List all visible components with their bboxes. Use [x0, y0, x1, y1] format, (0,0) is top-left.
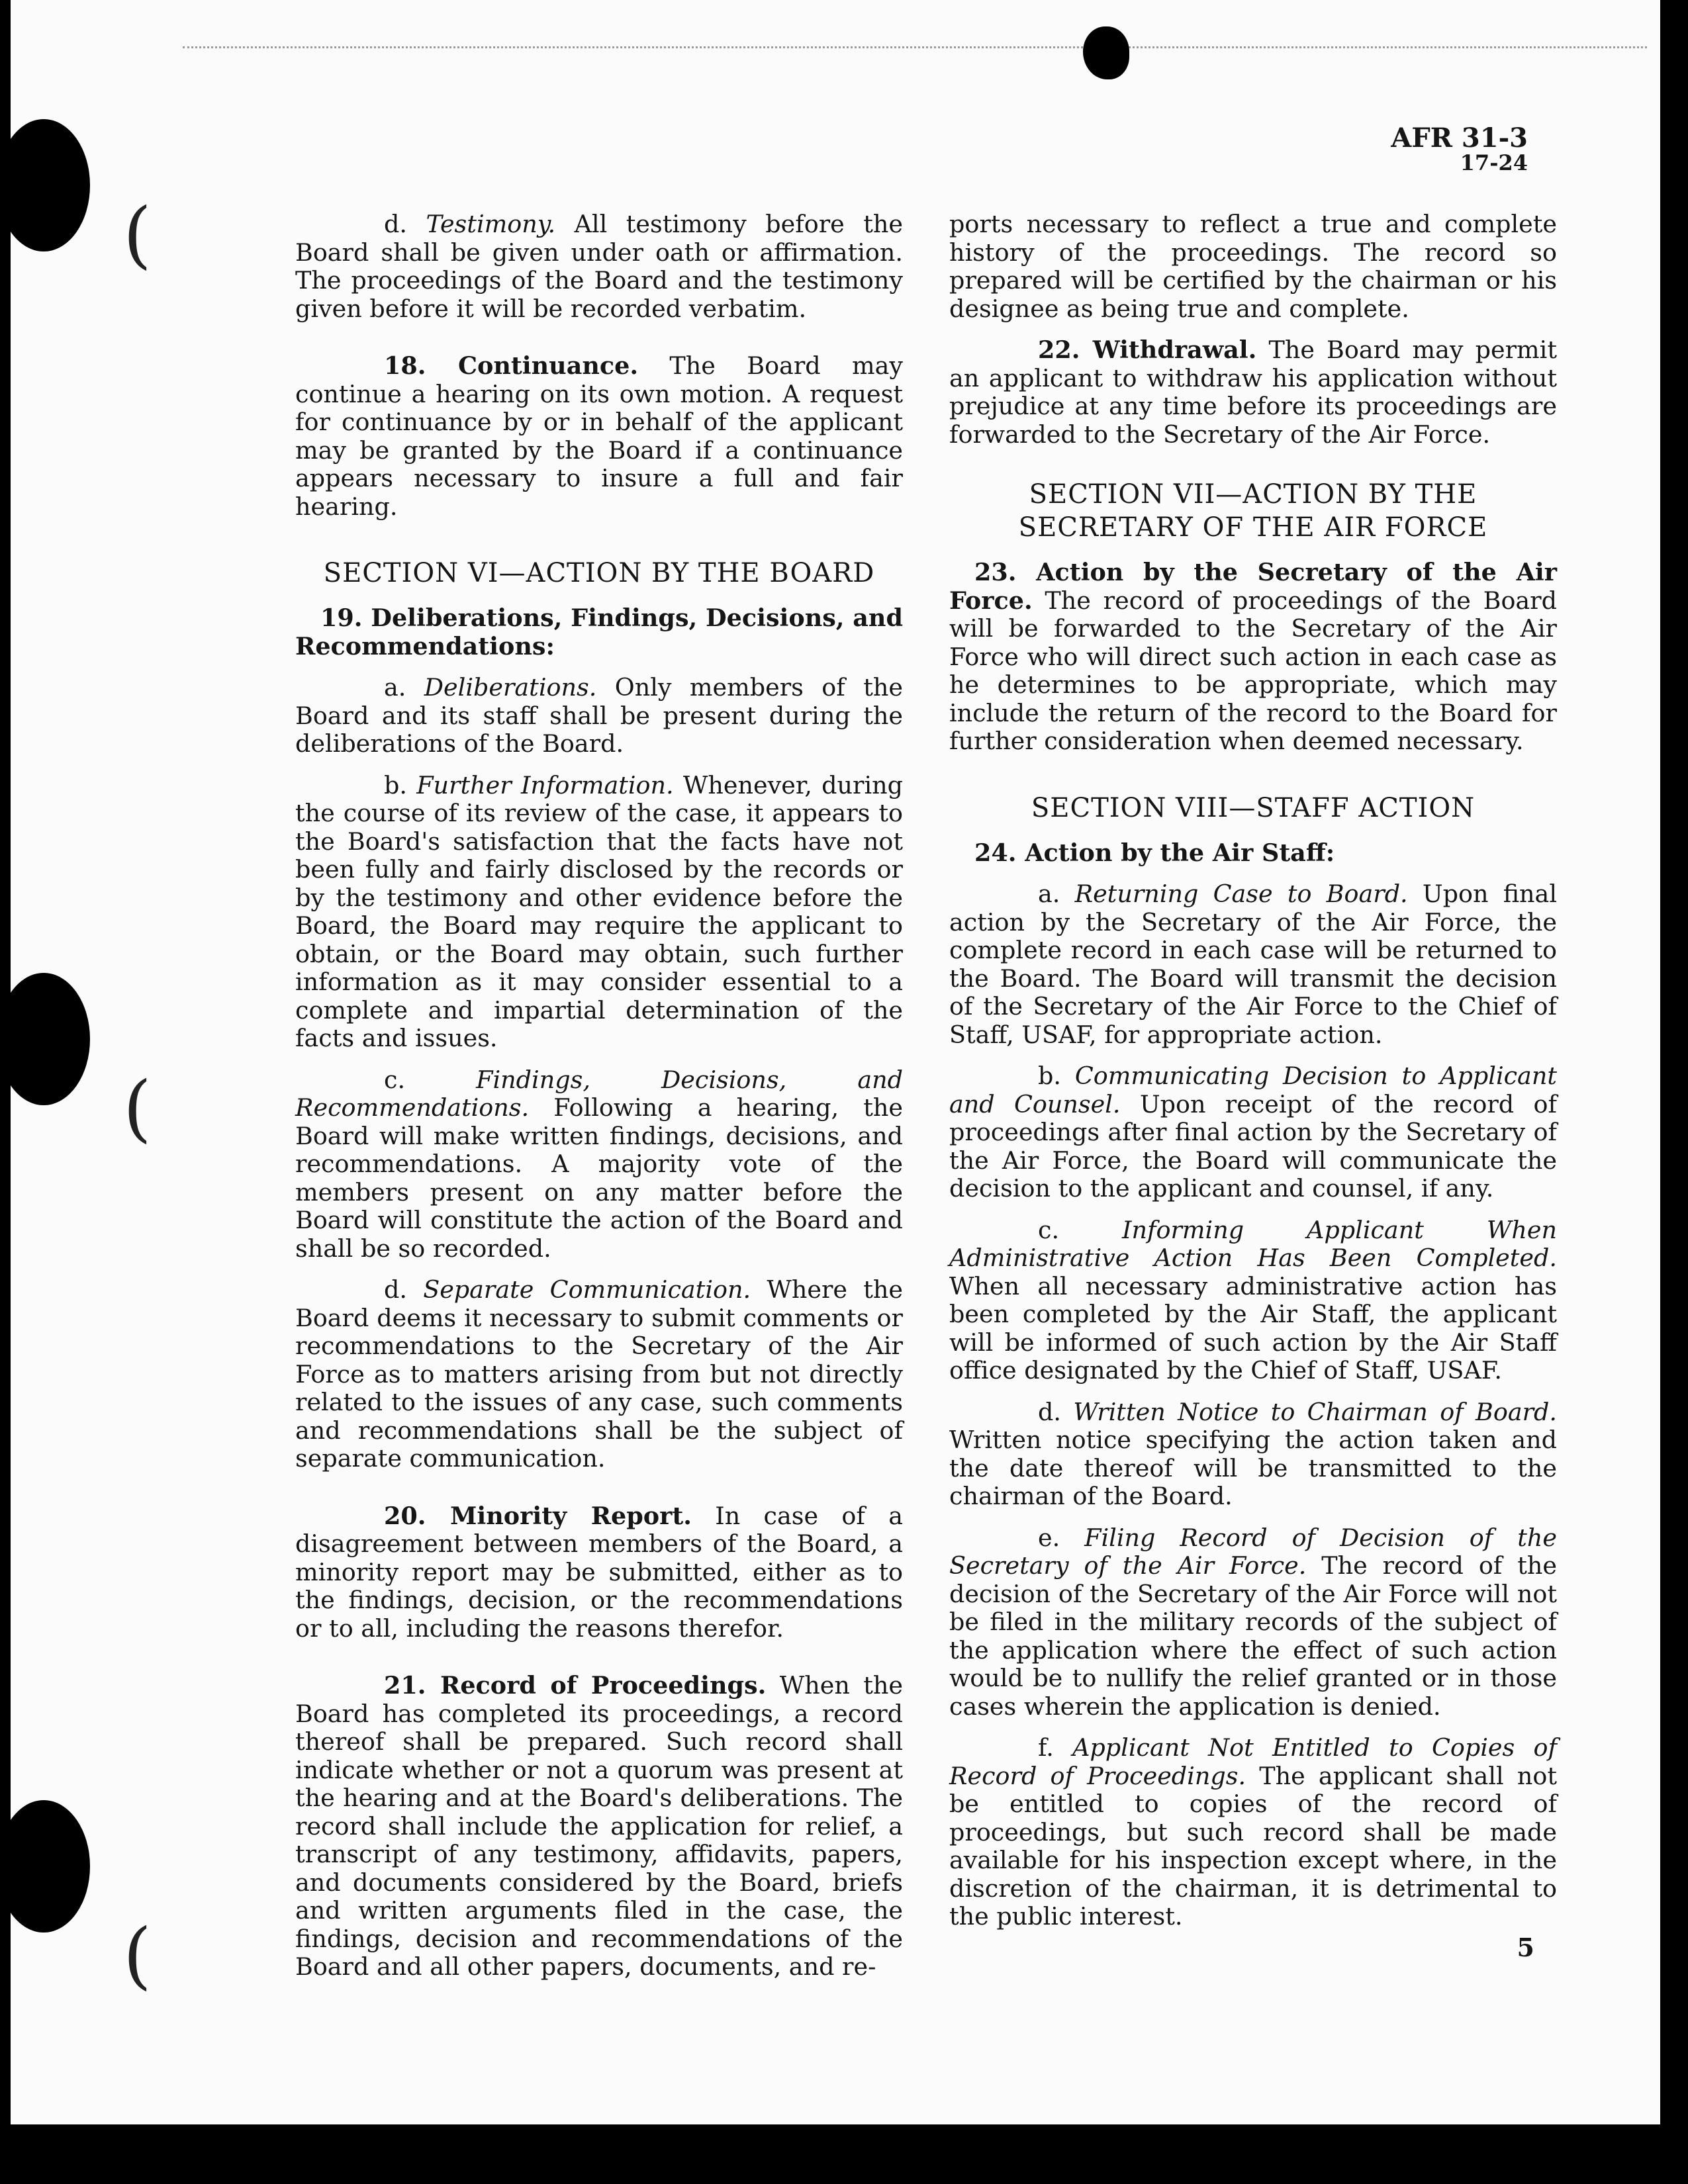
paragraph-18 — [295, 352, 903, 521]
paragraph-title: Written Notice to Chairman of Board. — [1073, 1397, 1558, 1426]
paragraph-text: The Board may continue a hearing on its own motion. A request for continuance by or in behalf of the applicant may be granted by the Board if a continuance appears necessary to insure a full and fair hearing. — [295, 351, 903, 521]
paragraph-text: Written notice specifying the action taken and the date thereof will be transmitted to the chairman of the Board. — [949, 1426, 1557, 1510]
paragraph-range: 17-24 — [1460, 150, 1528, 175]
paragraph-24e — [949, 1524, 1557, 1721]
paragraph-title: Separate Communication. — [423, 1275, 751, 1304]
paragraph-21-continued: ports necessary to reflect a true and complete history of the proceedings. The record so prepared will be certified by the chairman or his designee as being true and complete. — [949, 210, 1557, 323]
paragraph-text: When the Board has completed its proceedings, a record thereof shall be prepared. Such record shall indicate whether or not a quorum was present at the hearing and at the Board's deliberations. The record shall include the application for relief, a transcript of any testimony, affidavits, papers, and documents considered by the Board, briefs and written arguments filed in the case, the findings, decision and recommendations of the Board and all other papers, documents, and re- — [295, 1671, 903, 1981]
left-column — [295, 210, 903, 1995]
paragraph-24b — [949, 1062, 1557, 1203]
paragraph-title: Further Information. — [416, 770, 674, 799]
paragraph-title: Testimony. — [426, 210, 556, 238]
paragraph-title: Findings, Decisions, and Recommendations. — [295, 1065, 903, 1122]
regulation-code: AFR 31-3 — [1391, 122, 1528, 154]
paragraph-lead: c. — [1038, 1215, 1123, 1244]
paragraph-19d — [295, 1276, 903, 1473]
paragraph-number: 22. — [1038, 336, 1093, 364]
paragraph-text: Where the Board deems it necessary to submit comments or recommendations to the Secretary of the Air Force as to matters arising from but not directly related to the issues of any case, such comments and recommendations shall be the subject of separate communication. — [295, 1275, 903, 1473]
paragraph-19c — [295, 1066, 903, 1263]
paragraph-title: Deliberations. — [424, 673, 597, 702]
paragraph-title: Record of Proceedings. — [440, 1671, 767, 1700]
paragraph-text: When all necessary administrative action has been completed by the Air Staff, the applicant will be informed of such action by the Air Staff office designated by the Chief of Staff, USAF. — [949, 1271, 1557, 1385]
punch-hole — [0, 1800, 90, 1933]
paragraph-22 — [949, 336, 1557, 449]
right-column — [949, 210, 1557, 1944]
paragraph-text: Only members of the Board and its staff shall be present during the deliberations of the Board. — [295, 673, 903, 758]
paragraph-text: Whenever, during the course of its review of the case, it appears to the Board's satisfaction that the facts have not been fully and fairly disclosed by the records or by the testimony and other evidence before the Board, the Board may require the applicant to obtain, or the Board may obtain, such further information as it may consider essential to a complete and impartial determination of the facts and issues. — [295, 770, 903, 1052]
paragraph-24 — [949, 839, 1557, 868]
paragraph-lead: f. — [1038, 1733, 1073, 1762]
paragraph-title: Informing Applicant When Administrative Action Has Been Completed. — [949, 1215, 1557, 1272]
paragraph-lead: b. — [384, 770, 417, 799]
paragraph-lead: b. — [1038, 1062, 1075, 1090]
paragraph-lead: d. — [384, 210, 426, 238]
paragraph-lead: e. — [1038, 1523, 1085, 1552]
paragraph-title: Returning Case to Board. — [1074, 880, 1408, 908]
paragraph-21 — [295, 1672, 903, 1981]
paragraph-title: Continuance. — [457, 351, 639, 380]
paragraph-23 — [949, 559, 1557, 756]
staple-mark — [1083, 26, 1129, 79]
paragraph-title: Communicating Decision to Applicant and Counsel. — [949, 1062, 1557, 1118]
regulation-header — [1391, 124, 1528, 175]
paragraph-24a — [949, 880, 1557, 1049]
binding-mark: ( — [123, 192, 152, 277]
document-page — [11, 0, 1660, 2124]
section-heading: SECTION VI—ACTION BY THE BOARD — [323, 558, 875, 588]
paragraph-number: 19. — [320, 604, 371, 632]
paragraph-19 — [295, 604, 903, 660]
paragraph-number: 24. — [974, 838, 1025, 867]
paragraph-text: In case of a disagreement between members of the Board, a minority report may be submitted, either as to the findings, decision, or the recommendations or to all, including the reasons therefor. — [295, 1501, 903, 1643]
paragraph-text: Upon final action by the Secretary of the Air Force, the complete record in each case will be returned to the Board. The Board will transmit the decision of the Secretary of the Air Force to the Chief of Staff, USAF, for appropriate action. — [949, 880, 1557, 1049]
paragraph-title: Withdrawal. — [1092, 336, 1257, 364]
section-heading-line: SECTION VII—ACTION BY THE — [1029, 479, 1477, 510]
paragraph-lead: c. — [384, 1065, 477, 1094]
paragraph-number: 18. — [384, 351, 458, 380]
paragraph-lead: a. — [384, 673, 424, 702]
paragraph-title: Action by the Secretary of the Air Force. — [949, 558, 1557, 615]
paragraph-number: 21. — [384, 1671, 440, 1700]
paragraph-lead: d. — [1038, 1397, 1074, 1426]
paragraph-24c — [949, 1216, 1557, 1385]
paragraph-title: Applicant Not Entitled to Copies of Record of Proceedings. — [949, 1733, 1557, 1790]
paragraph-lead: a. — [1038, 880, 1075, 908]
paragraph-title: Deliberations, Findings, Decisions, and Recommendations: — [295, 604, 903, 660]
paragraph-title: Filing Record of Decision of the Secretary of the Air Force. — [949, 1523, 1558, 1580]
paragraph-24f — [949, 1734, 1557, 1931]
paragraph-text: The record of proceedings of the Board will be forwarded to the Secretary of the Air Force who will direct such action in each case as he determines to be appropriate, which may include the return of the record to the Board for further consideration when deemed necessary. — [949, 586, 1557, 755]
page-number: 5 — [1517, 1933, 1534, 1962]
paragraph-text: The applicant shall not be entitled to copies of the record of proceedings, but such record shall be made available for his inspection except where, in the discretion of the chairman, it is detrimental to the public interest. — [949, 1761, 1558, 1931]
paragraph-text: All testimony before the Board shall be given under oath or affirmation. The proceedings of the Board and the testimony given before it will be recorded verbatim. — [295, 210, 903, 323]
section-heading-line: SECRETARY OF THE AIR FORCE — [1018, 512, 1488, 543]
paragraph-17d — [295, 210, 903, 323]
scan-edge-line — [183, 46, 1647, 50]
section-heading — [949, 478, 1557, 544]
punch-hole — [0, 119, 90, 251]
binding-mark: ( — [123, 1913, 152, 1997]
paragraph-title: Action by the Air Staff: — [1025, 838, 1335, 867]
paragraph-19b — [295, 772, 903, 1053]
paragraph-text: The record of the decision of the Secretary of the Air Force will not be filed in the military records of the subject of the application where the effect of such action would be to nullify the relief granted or in those cases wherein the application is denied. — [949, 1551, 1558, 1721]
paragraph-lead: d. — [384, 1275, 424, 1304]
paragraph-24d — [949, 1398, 1557, 1511]
paragraph-number: 23. — [974, 558, 1037, 586]
paragraph-text: The Board may permit an applicant to withdraw his application without prejudice at any time before its proceedings are forwarded to the Secretary of the Air Force. — [949, 336, 1557, 449]
paragraph-20 — [295, 1502, 903, 1643]
paragraph-19a — [295, 674, 903, 758]
paragraph-title: Minority Report. — [449, 1501, 692, 1530]
paragraph-number: 20. — [384, 1501, 450, 1530]
punch-hole — [0, 973, 90, 1105]
paragraph-text: Upon receipt of the record of proceedings after final action by the Secretary of the Air Force, the Board will communicate the decision to the applicant and counsel, if any. — [949, 1089, 1558, 1203]
section-heading: SECTION VIII—STAFF ACTION — [1031, 792, 1476, 823]
binding-mark: ( — [123, 1066, 152, 1150]
paragraph-text: Following a hearing, the Board will make written findings, decisions, and recommendations. A majority vote of the members present on any matter before the Board will constitute the action of the Board and shall be so recorded. — [295, 1093, 903, 1263]
